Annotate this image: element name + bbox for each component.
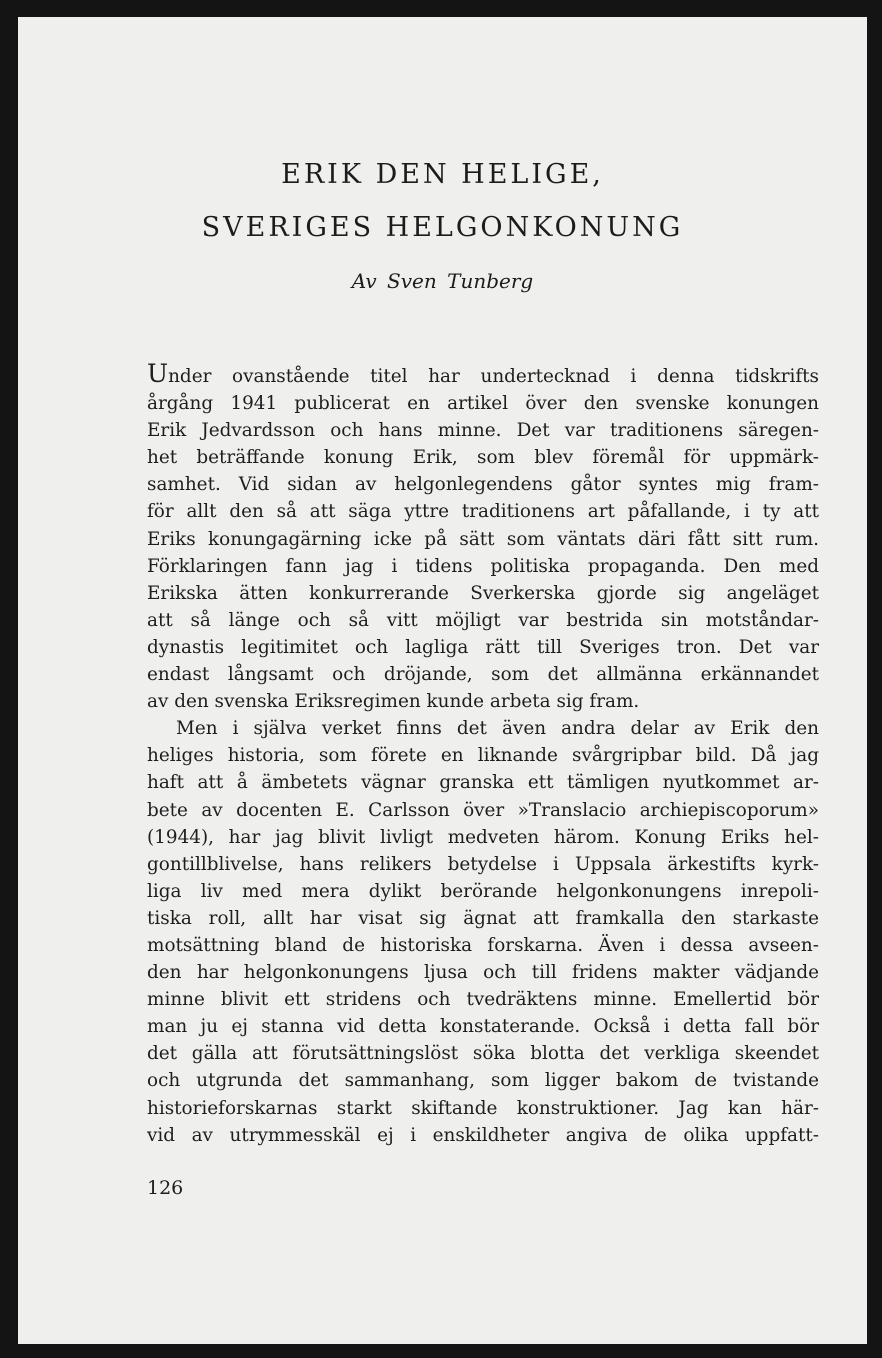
text-line: Förklaringen fann jag i tidens politiska propaganda. Den med — [147, 555, 819, 577]
text-line: av den svenska Eriksregimen kunde arbeta sig fram. — [147, 691, 640, 713]
text-line: liga liv med mera dylikt berörande helgonkonungens inrepoli- — [147, 880, 819, 902]
text-line: samhet. Vid sidan av helgonlegendens gåtor syntes mig fram- — [147, 474, 819, 496]
text-line-content: nder ovanstående titel har undertecknad i denna tidskrifts — [168, 366, 819, 387]
title-line-1: ERIK DEN HELIGE, — [281, 159, 604, 190]
book-page — [18, 17, 867, 1344]
paragraph-2 — [147, 715, 819, 1149]
text-line: bete av docenten E. Carlsson över »Translacio archiepiscoporum» — [147, 799, 819, 821]
text-line: motsättning bland de historiska forskarna. Även i dessa avseen- — [147, 934, 819, 956]
text-line: Erikska ätten konkurrerande Sverkerska gjorde sig angeläget — [147, 582, 819, 604]
text-line: det gälla att förutsättningslöst söka blotta det verkliga skeendet — [147, 1043, 819, 1065]
text-line: och utgrunda det sammanhang, som ligger bakom de tvistande — [147, 1070, 819, 1092]
text-line: dynastis legitimitet och lagliga rätt till Sveriges tron. Det var — [147, 636, 819, 658]
text-line: för allt den så att säga yttre traditionens art påfallande, i ty att — [147, 501, 819, 523]
drop-cap: U — [147, 359, 169, 388]
author-byline: Av Sven Tunberg — [351, 269, 534, 293]
article-body — [147, 359, 819, 1149]
text-line: årgång 1941 publicerat en artikel över den svenske konungen — [147, 393, 819, 415]
text-line: den har helgonkonungens ljusa och till fridens makter vädjande — [147, 962, 819, 984]
text-line: man ju ej stanna vid detta konstaterande. Också i detta fall bör — [147, 1016, 819, 1038]
text-line: het beträffande konung Erik, som blev föremål för uppmärk- — [147, 447, 819, 469]
text-line — [147, 359, 819, 390]
text-line: Eriks konungagärning icke på sätt som väntats däri fått sitt rum. — [147, 528, 819, 550]
text-line: vid av utrymmesskäl ej i enskildheter angiva de olika uppfatt- — [147, 1124, 819, 1146]
text-line: gontillblivelse, hans relikers betydelse i Uppsala ärkestifts kyrk- — [147, 853, 819, 875]
page-number: 126 — [147, 1177, 184, 1199]
text-line: endast långsamt och dröjande, som det allmänna erkännandet — [147, 664, 819, 686]
paragraph-1 — [147, 359, 819, 715]
text-line: historieforskarnas starkt skiftande konstruktioner. Jag kan här- — [147, 1097, 819, 1119]
text-line: (1944), har jag blivit livligt medveten härom. Konung Eriks hel- — [147, 826, 819, 848]
text-line: Men i själva verket finns det även andra delar av Erik den — [176, 718, 819, 740]
text-line: tiska roll, allt har visat sig ägnat att framkalla den starkaste — [147, 907, 819, 929]
text-line: heliges historia, som förete en liknande svårgripbar bild. Då jag — [147, 745, 819, 767]
title-line-2: SVERIGES HELGONKONUNG — [201, 212, 684, 243]
text-line: minne blivit ett stridens och tvedräktens minne. Emellertid bör — [147, 989, 819, 1011]
text-line: att så länge och så vitt möjligt var bestrida sin motståndar- — [147, 609, 819, 631]
text-line: Erik Jedvardsson och hans minne. Det var traditionens säregen- — [147, 420, 819, 442]
text-line: haft att å ämbetets vägnar granska ett tämligen nyutkommet ar- — [147, 772, 819, 794]
